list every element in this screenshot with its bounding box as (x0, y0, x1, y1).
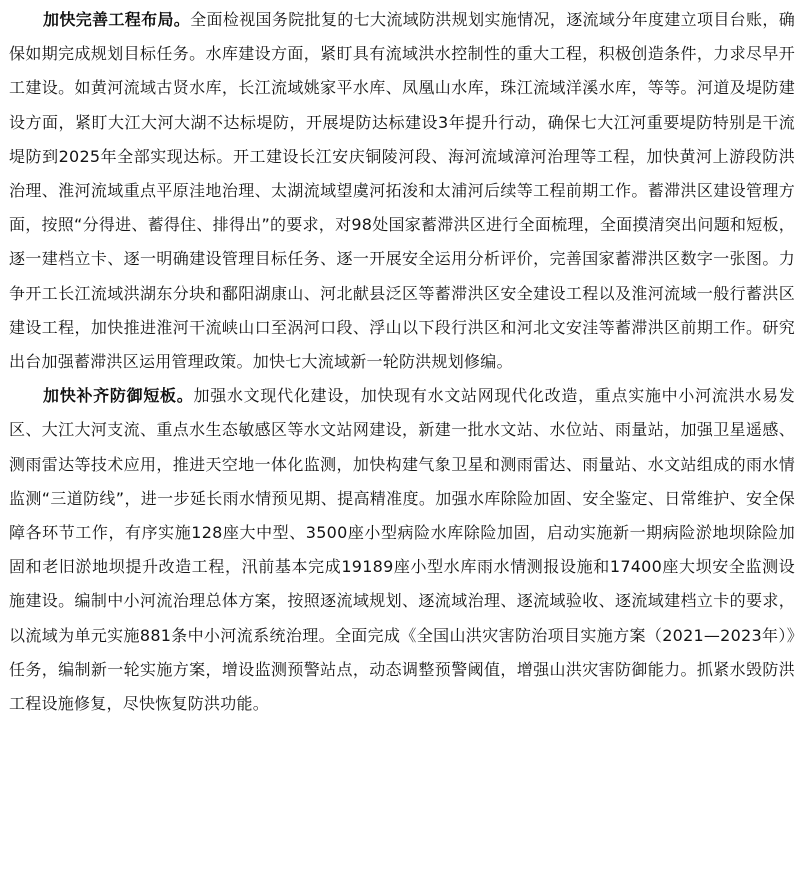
paragraph-engineering-layout (9, 3, 795, 379)
paragraph-heading: 加快补齐防御短板。 (43, 386, 194, 406)
paragraph-text: 全面检视国务院批复的七大流域防洪规划实施情况，逐流域分年度建立项目台账，确保如期完成规划目标任务。水库建设方面，紧盯具有流域洪水控制性的重大工程，积极创造条件，力求尽早开工建设。如黄河流域古贤水库，长江流域姚家平水库、凤凰山水库，珠江流域洋溪水库，等等。河道及堤防建设方面，紧盯大江大河大湖不达标堤防，开展堤防达标建设3年提升行动，确保七大江河重要堤防特别是干流堤防到2025年全部实现达标。开工建设长江安庆铜陵河段、海河流域漳河治理等工程，加快黄河上游段防洪治理、淮河流域重点平原洼地治理、太湖流域望虞河拓浚和太浦河后续等工程前期工作。蓄滞洪区建设管理方面，按照“分得进、蓄得住、排得出”的要求，对98处国家蓄滞洪区进行全面梳理，全面摸清突出问题和短板，逐一建档立卡、逐一明确建设管理目标任务、逐一开展安全运用分析评价，完善国家蓄滞洪区数字一张图。力争开工长江流域洪湖东分块和鄱阳湖康山、河北献县泛区等蓄滞洪区安全建设工程以及淮河流域一般行蓄洪区建设工程，加快推进淮河干流峡山口至涡河口段、浮山以下段行洪区和河北文安洼等蓄滞洪区前期工作。研究出台加强蓄滞洪区运用管理政策。加快七大流域新一轮防洪规划修编。 (9, 10, 795, 372)
paragraph-defense-shortcomings (9, 379, 795, 721)
article-body (9, 3, 795, 721)
paragraph-text: 加强水文现代化建设，加快现有水文站网现代化改造，重点实施中小河流洪水易发区、大江大河支流、重点水生态敏感区等水文站网建设，新建一批水文站、水位站、雨量站，加强卫星遥感、测雨雷达等技术应用，推进天空地一体化监测，加快构建气象卫星和测雨雷达、雨量站、水文站组成的雨水情监测“三道防线”，进一步延长雨水情预见期、提高精准度。加强水库除险加固、安全鉴定、日常维护、安全保障各环节工作，有序实施128座大中型、3500座小型病险水库除险加固，启动实施新一期病险淤地坝除险加固和老旧淤地坝提升改造工程，汛前基本完成19189座小型水库雨水情测报设施和17400座大坝安全监测设施建设。编制中小河流治理总体方案，按照逐流域规划、逐流域治理、逐流域验收、逐流域建档立卡的要求，以流域为单元实施881条中小河流系统治理。全面完成《全国山洪灾害防治项目实施方案（2021—2023年）》任务，编制新一轮实施方案，增设监测预警站点，动态调整预警阈值，增强山洪灾害防御能力。抓紧水毁防洪工程设施修复，尽快恢复防洪功能。 (9, 386, 795, 714)
paragraph-heading: 加快完善工程布局。 (43, 10, 191, 29)
